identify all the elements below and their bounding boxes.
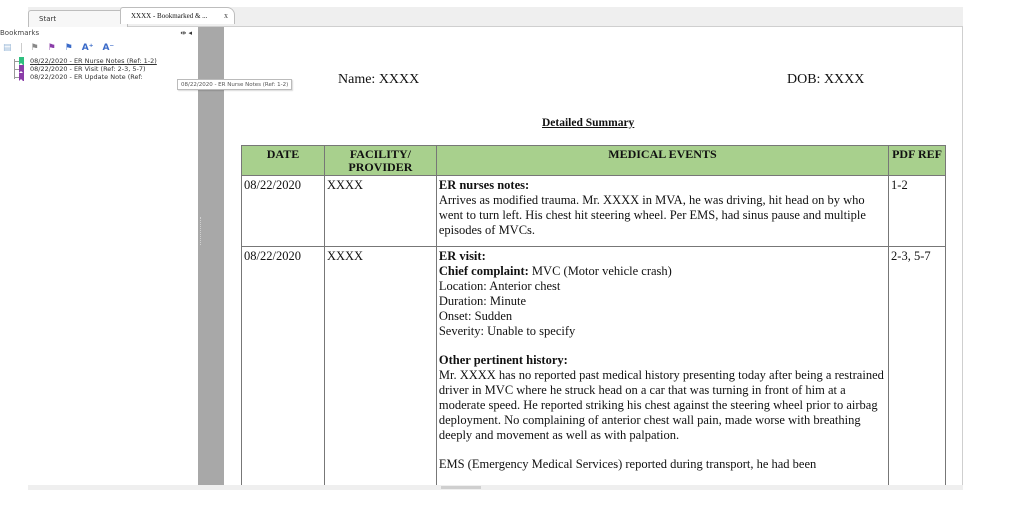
font-increase-icon[interactable]: A⁺ (81, 43, 94, 53)
event-text: Arrives as modified trauma. Mr. XXXX in MVA, he was driving, hit head on by who went to turn left. His chest hit steering wheel. Per EMS, had sinus pause and multiple episodes of MVCs. (438, 193, 866, 237)
bookmark-tooltip: 08/22/2020 - ER Nurse Notes (Ref: 1-2) (177, 79, 292, 90)
toolbar-divider (21, 43, 22, 53)
cell-ref: 2-3, 5-7 (889, 247, 946, 486)
spacer (439, 472, 887, 485)
cell-facility: XXXX (324, 176, 436, 247)
tab-bar (28, 7, 963, 27)
event-title: ER nurses notes: (438, 178, 530, 192)
table-header-row (242, 146, 946, 176)
bookmark-item[interactable] (30, 73, 198, 81)
cell-ref: 1-2 (889, 176, 946, 247)
event-title: ER visit: (438, 249, 486, 263)
scrollbar-thumb[interactable] (441, 486, 481, 489)
table-row (242, 247, 946, 486)
panel-splitter[interactable] (198, 27, 224, 485)
bookmarks-panel (0, 27, 198, 485)
column-header-events: MEDICAL EVENTS (436, 146, 888, 176)
chief-complaint (439, 264, 887, 279)
page-title: Detailed Summary (542, 117, 635, 129)
chief-complaint-value: MVC (Motor vehicle crash) (528, 264, 672, 278)
bookmark-flag-icon (19, 57, 24, 65)
summary-table (241, 145, 946, 485)
cell-events (436, 247, 888, 486)
cell-events (436, 176, 888, 247)
history-title: Other pertinent history: (438, 353, 568, 367)
patient-dob: DOB: XXXX (787, 72, 865, 87)
bookmark-flag-icon (19, 65, 24, 73)
bookmark-label: 08/22/2020 - ER Nurse Notes (Ref: 1-2) (30, 57, 157, 65)
table-row (242, 176, 946, 247)
bookmarks-toolbar (0, 41, 198, 55)
close-icon[interactable]: x (224, 11, 228, 20)
bookmark-label: 08/22/2020 - ER Visit (Ref: 2-3, 5-7) (30, 65, 146, 73)
splitter-grip-icon[interactable] (200, 217, 201, 245)
event-detail: Severity: Unable to specify (438, 324, 576, 338)
column-header-date: DATE (242, 146, 325, 176)
bookmark-item[interactable] (30, 65, 198, 73)
tab-label: XXXX - Bookmarked & ... (131, 12, 208, 20)
bookmark-label: 08/22/2020 - ER Update Note (Ref: (30, 73, 143, 81)
bookmark-tree (0, 57, 198, 81)
bookmark-plain-icon[interactable]: ⚑ (30, 43, 39, 53)
bookmark-add-icon[interactable]: ⚑ (47, 43, 56, 53)
horizontal-scrollbar[interactable] (28, 485, 963, 490)
event-detail: Onset: Sudden (438, 309, 513, 323)
ems-text: EMS (Emergency Medical Services) reported during transport, he had been (438, 457, 817, 471)
expand-all-icon[interactable]: ▤ (3, 43, 12, 53)
cell-facility: XXXX (324, 247, 436, 486)
patient-name: Name: XXXX (338, 72, 420, 87)
bookmarks-title: Bookmarks (0, 29, 40, 37)
event-detail: Location: Anterior chest (438, 279, 561, 293)
font-decrease-icon[interactable]: A⁻ (102, 43, 115, 53)
tab-start[interactable] (28, 10, 128, 27)
pin-panel-icon[interactable]: ⇹ ◂ (180, 29, 192, 37)
column-header-facility: FACILITY/ PROVIDER (324, 146, 436, 176)
bookmarks-header (0, 27, 198, 39)
column-header-ref: PDF REF (889, 146, 946, 176)
spacer (439, 339, 887, 353)
spacer (439, 443, 887, 457)
event-detail: Duration: Minute (438, 294, 526, 308)
bookmark-item[interactable] (30, 57, 198, 65)
tab-label: Start (39, 15, 57, 23)
history-text: Mr. XXXX has no reported past medical history presenting today after being a restrained driver in MVC where he struck head on a car that was turning in front of him at a moderate speed. He reported striking his chest against the steering wheel prior to airbag deployment. No complaining of anterior chest wall pain, made worse with breathing deeply and movement as well as with palpation. (438, 368, 884, 442)
document-viewport[interactable] (224, 27, 963, 485)
cell-date: 08/22/2020 (242, 247, 325, 486)
bookmark-edit-icon[interactable]: ⚑ (64, 43, 73, 53)
tab-document[interactable] (120, 7, 235, 24)
cell-date: 08/22/2020 (242, 176, 325, 247)
chief-complaint-label: Chief complaint: (438, 264, 529, 278)
bookmark-flag-icon (19, 73, 24, 81)
